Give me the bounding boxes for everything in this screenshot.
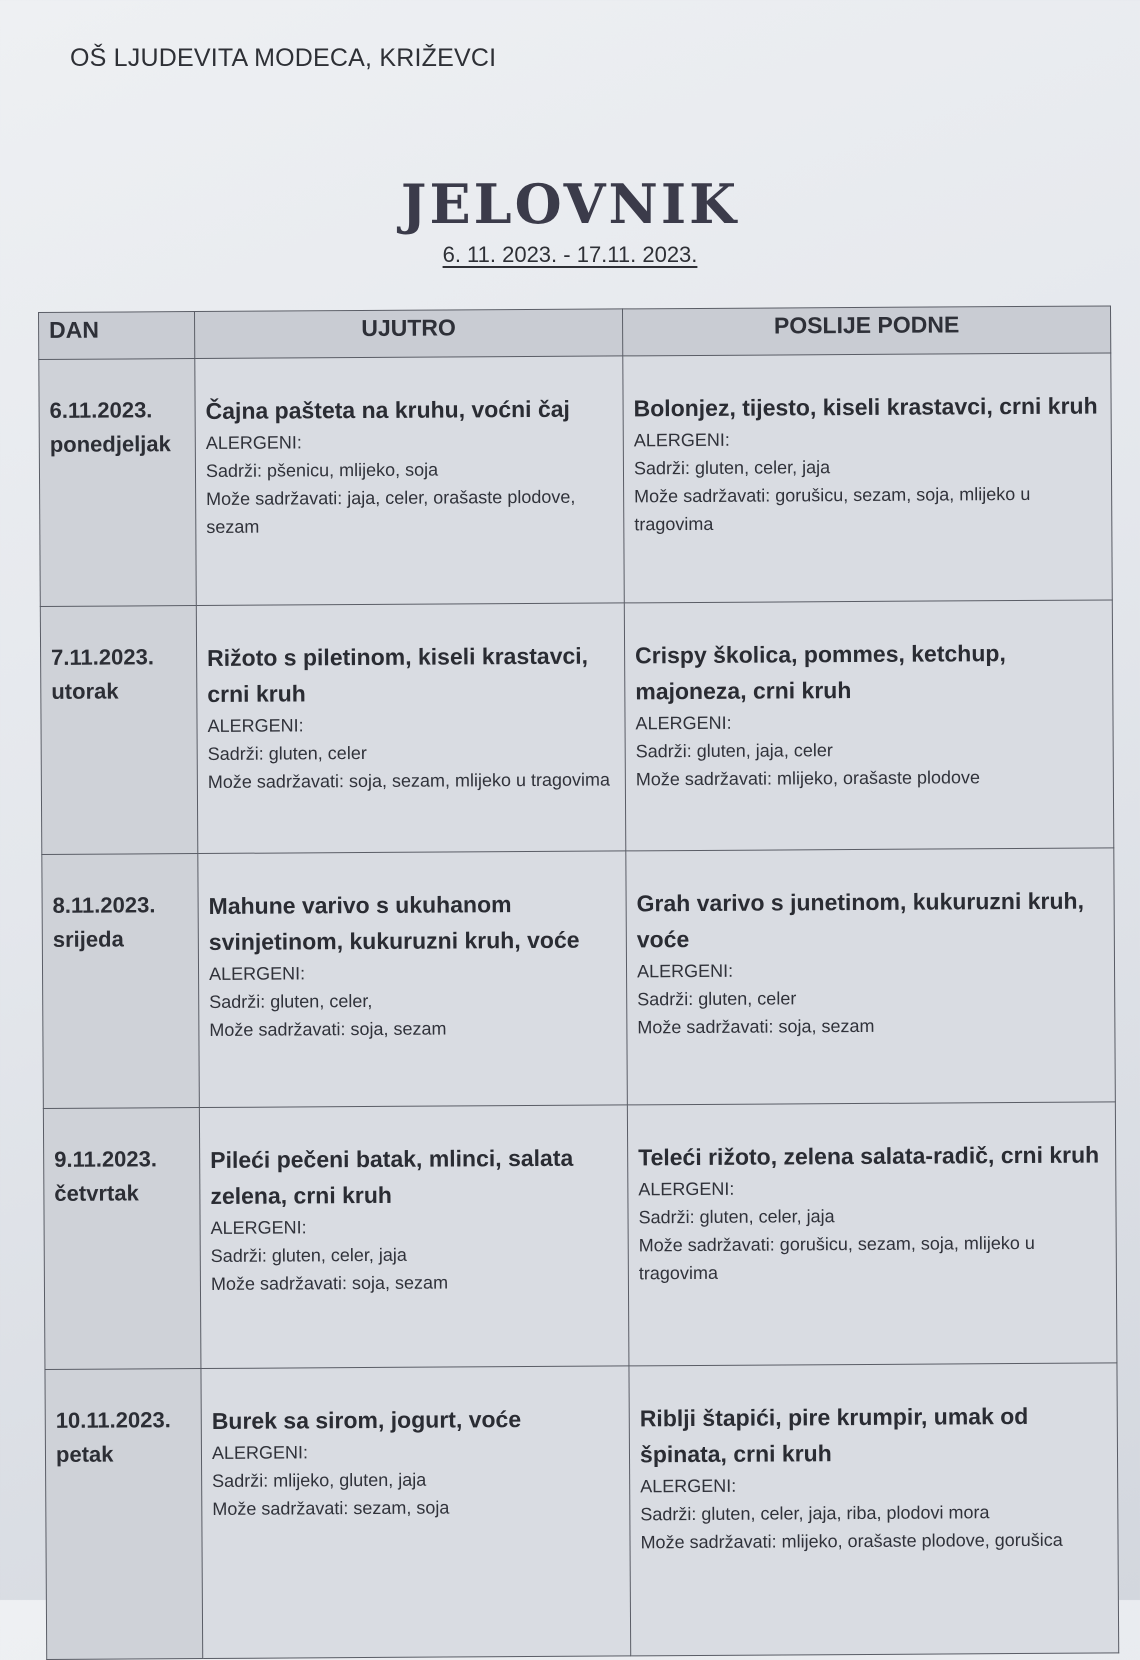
morning-meal-cell <box>196 603 626 854</box>
day-name: petak <box>55 1441 114 1467</box>
allergens-contains: Sadrži: gluten, celer, jaja <box>638 1206 835 1228</box>
afternoon-meal-cell <box>624 600 1114 851</box>
allergens-contains: Sadrži: gluten, celer, jaja, riba, plodovi mora <box>640 1502 990 1525</box>
day-name: utorak <box>51 678 119 704</box>
allergens-label: ALERGENI: <box>210 1217 307 1238</box>
morning-meal-cell <box>198 851 628 1108</box>
dish-name: Mahune varivo s ukuhanom svinjetinom, kukuruzni kruh, voće <box>208 891 580 955</box>
allergens-may-contain: Može sadržavati: gorušicu, sezam, soja, mlijeko u tragovima <box>638 1232 1035 1284</box>
day-name: četvrtak <box>54 1180 139 1206</box>
allergens-label: ALERGENI: <box>640 1475 737 1497</box>
dish-name: Bolonjez, tijesto, kiseli krastavci, crni kruh <box>633 392 1098 422</box>
day-cell <box>39 359 197 607</box>
allergens-may-contain: Može sadržavati: gorušicu, sezam, soja, mlijeko u tragovima <box>634 483 1031 535</box>
allergens-contains: Sadrži: gluten, celer, jaja <box>210 1244 407 1266</box>
menu-table <box>38 305 1119 1660</box>
allergens-contains: Sadrži: mlijeko, gluten, jaja <box>212 1469 427 1491</box>
allergens-contains: Sadrži: pšenicu, mlijeko, soja <box>205 459 439 481</box>
allergens-may-contain: Može sadržavati: soja, sezam <box>209 1018 447 1040</box>
morning-meal-cell <box>201 1366 631 1659</box>
allergens-may-contain: Može sadržavati: mlijeko, orašaste plodove, gorušica <box>640 1529 1063 1553</box>
day-cell <box>45 1369 203 1660</box>
table-row <box>42 848 1116 1109</box>
allergens-may-contain: Može sadržavati: soja, sezam, mlijeko u tragovima <box>207 769 611 792</box>
day-cell <box>43 1108 201 1370</box>
dish-name: Riblji štapići, pire krumpir, umak od špinata, crni kruh <box>639 1402 1029 1468</box>
allergens-label: ALERGENI: <box>636 960 734 982</box>
dish-name: Teleći rižoto, zelena salata-radič, crni kruh <box>638 1141 1100 1171</box>
afternoon-meal-cell <box>627 1102 1117 1366</box>
dish-name: Crispy školica, pommes, ketchup, majoneza, crni kruh <box>635 640 1006 705</box>
allergens-label: ALERGENI: <box>211 1442 309 1463</box>
column-header-day: DAN <box>39 312 195 360</box>
page-title: JELOVNIK <box>400 172 740 236</box>
table-header-row <box>39 306 1111 360</box>
date-range-text: 6. 11. 2023. - 17.11. 2023. <box>442 242 698 267</box>
allergens-may-contain: Može sadržavati: mlijeko, orašaste plodove <box>635 767 981 790</box>
afternoon-meal-cell <box>629 1363 1119 1656</box>
day-name: srijeda <box>52 926 124 952</box>
day-date: 8.11.2023. <box>52 892 156 918</box>
table-row <box>40 600 1113 855</box>
day-date: 9.11.2023. <box>54 1146 158 1172</box>
school-name: OŠ LJUDEVITA MODECA, KRIŽEVCI <box>70 44 497 72</box>
allergens-may-contain: Može sadržavati: soja, sezam <box>637 1015 875 1038</box>
allergens-label: ALERGENI: <box>633 429 730 451</box>
morning-meal-cell <box>199 1105 629 1369</box>
allergens-label: ALERGENI: <box>635 712 732 734</box>
allergens-label: ALERGENI: <box>205 432 302 453</box>
afternoon-meal-cell <box>626 848 1116 1105</box>
day-date: 10.11.2023. <box>55 1407 171 1433</box>
allergens-label: ALERGENI: <box>638 1178 735 1200</box>
column-header-afternoon: POSLIJE PODNE <box>622 306 1110 356</box>
allergens-label: ALERGENI: <box>208 963 306 984</box>
dish-name: Čajna pašteta na kruhu, voćni čaj <box>205 395 570 424</box>
allergens-contains: Sadrži: gluten, celer <box>637 988 797 1010</box>
dish-name: Pileći pečeni batak, mlinci, salata zelena, crni kruh <box>210 1144 574 1209</box>
allergens-may-contain: Može sadržavati: jaja, celer, orašaste plodove, sezam <box>206 486 576 537</box>
allergens-label: ALERGENI: <box>207 715 304 736</box>
day-name: ponedjeljak <box>49 431 171 457</box>
day-cell <box>40 606 198 855</box>
day-date: 7.11.2023. <box>51 644 154 670</box>
allergens-may-contain: Može sadržavati: soja, sezam <box>210 1272 449 1294</box>
allergens-contains: Sadrži: gluten, celer, jaja <box>633 457 831 479</box>
date-range <box>0 242 1140 268</box>
dish-name: Grah varivo s junetinom, kukuruzni kruh, voće <box>636 887 1085 953</box>
dish-name: Burek sa sirom, jogurt, voće <box>211 1406 522 1434</box>
allergens-may-contain: Može sadržavati: sezam, soja <box>212 1497 450 1519</box>
day-cell <box>42 854 200 1109</box>
column-header-morning: UJUTRO <box>195 309 623 359</box>
table-row <box>43 1102 1117 1370</box>
allergens-contains: Sadrži: gluten, celer, <box>209 990 373 1012</box>
dish-name: Rižoto s piletinom, kiseli krastavci, crni kruh <box>207 642 589 707</box>
morning-meal-cell <box>195 356 625 606</box>
allergens-contains: Sadrži: gluten, celer <box>207 742 367 764</box>
table-row <box>39 353 1112 607</box>
afternoon-meal-cell <box>623 353 1112 603</box>
table-row <box>45 1363 1119 1660</box>
allergens-contains: Sadrži: gluten, jaja, celer <box>635 740 833 762</box>
day-date: 6.11.2023. <box>49 397 153 423</box>
